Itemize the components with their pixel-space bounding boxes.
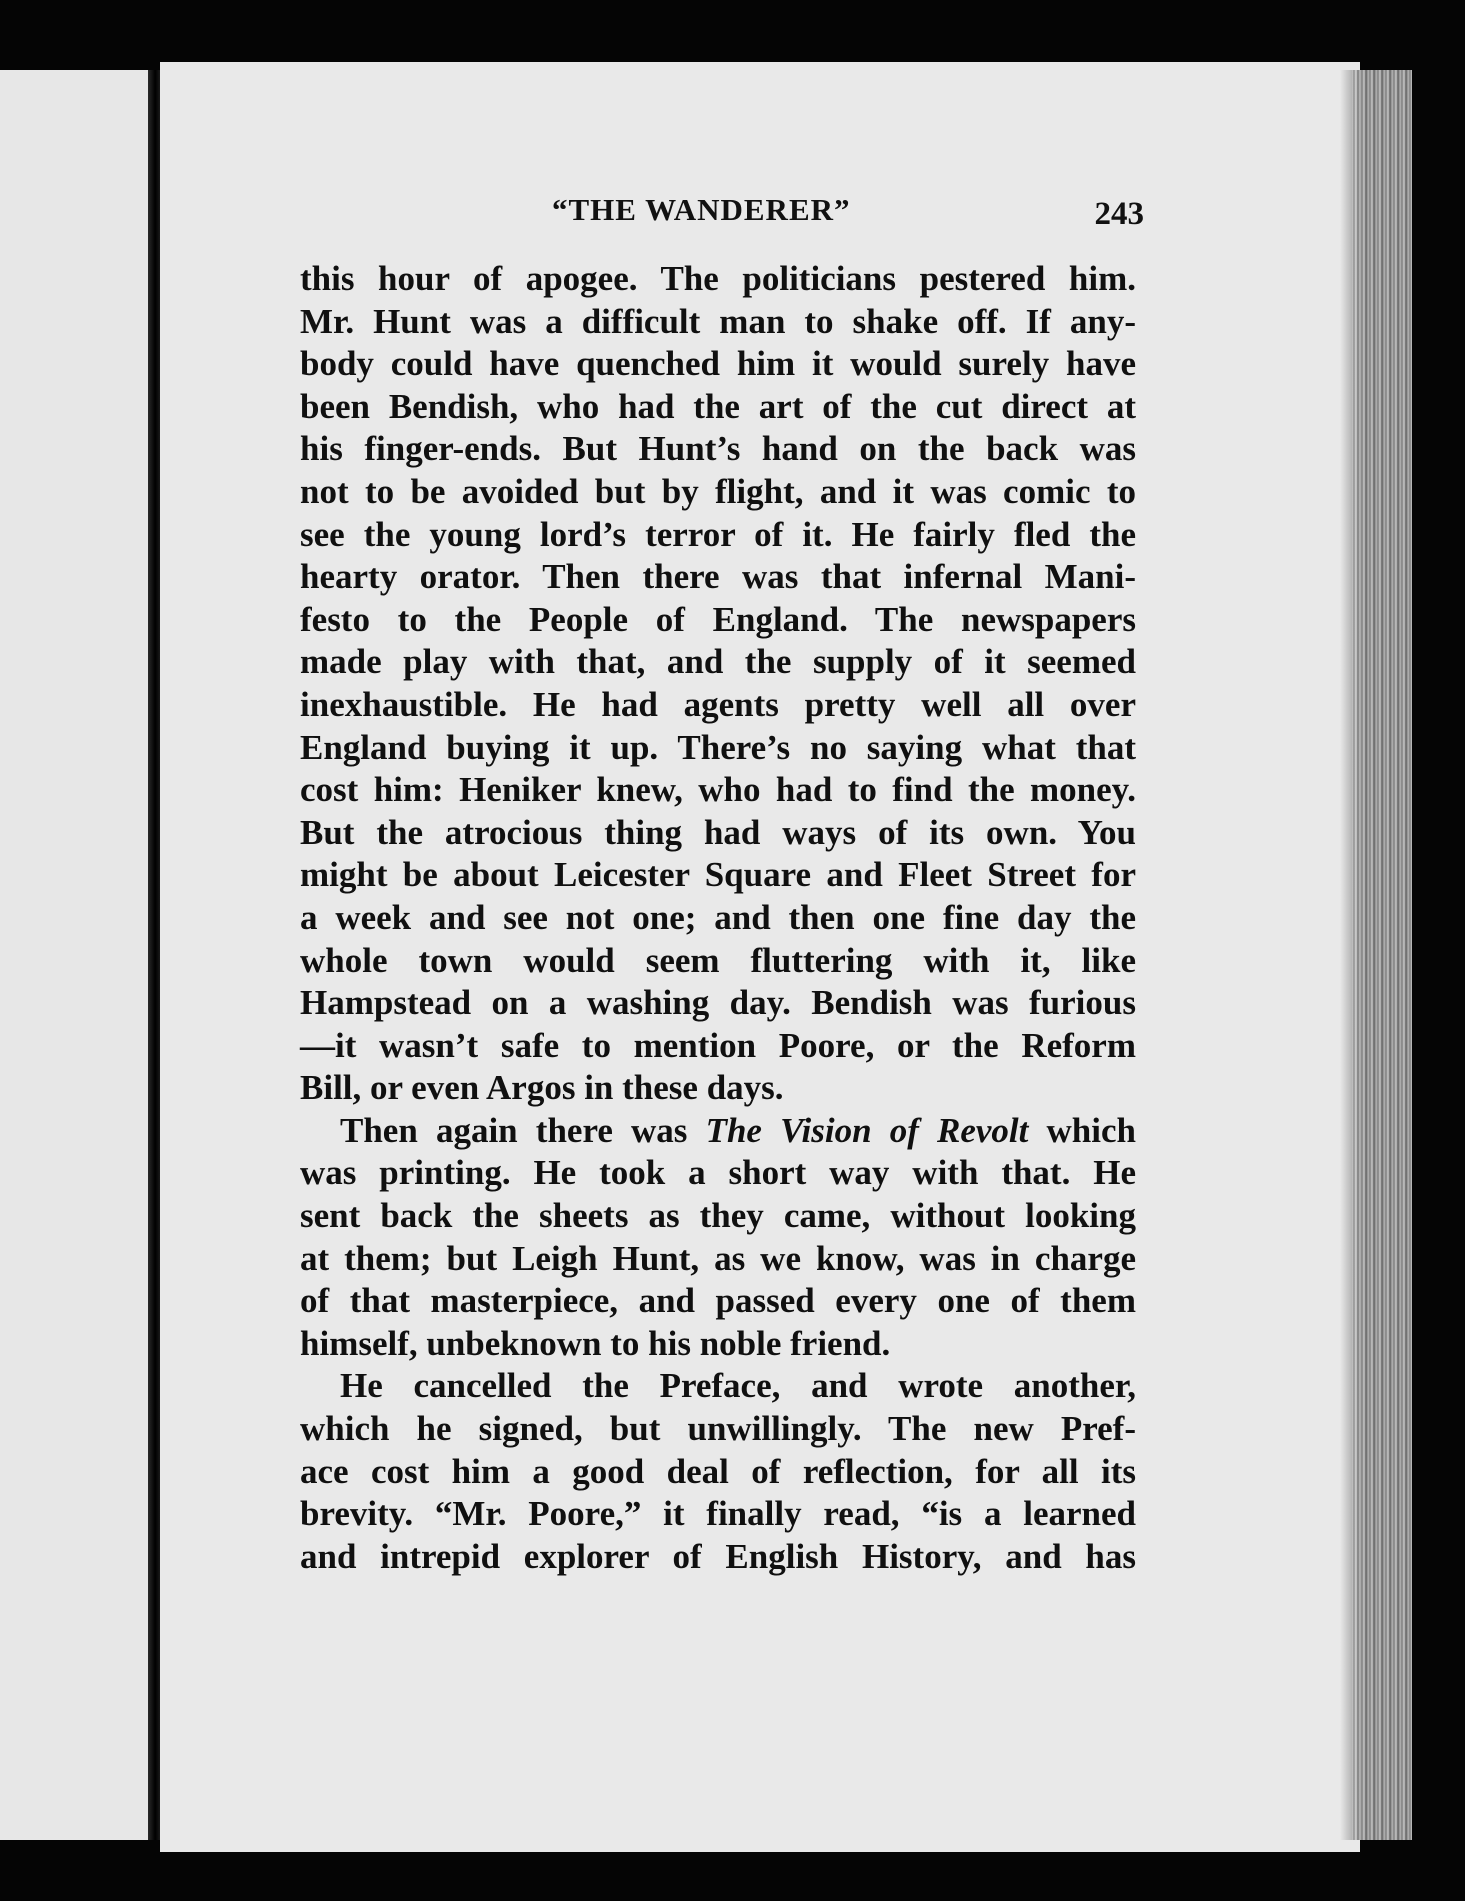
text-line: body could have quenched him it would surely have [300,344,1136,384]
text-line: a week and see not one; and then one fine day the [300,897,1136,937]
text-segment: Then again there was [340,1110,706,1150]
text-line: England buying it up. There’s no saying what that [300,727,1136,767]
text-line: cost him: Heniker knew, who had to find the money. [300,770,1136,810]
text-line: and intrepid explorer of English History, and has [300,1536,1136,1576]
paragraph-first-line [300,1110,1136,1153]
text-line: of that masterpiece, and passed every one of them [300,1281,1136,1321]
text-line: Hampstead on a washing day. Bendish was furious [300,983,1136,1023]
text-line: at them; but Leigh Hunt, as we know, was in charge [300,1238,1136,1278]
book-fore-edge [1352,70,1412,1840]
book-title: The Vision of Revolt [705,1110,1029,1150]
running-head: “THE WANDERER” [552,192,851,227]
left-page-margin [0,70,150,1840]
text-line: hearty orator. Then there was that infernal Mani- [300,557,1136,597]
text-line: whole town would seem fluttering with it, like [300,940,1136,980]
text-line: brevity. “Mr. Poore,” it finally read, “is a learned [300,1494,1136,1534]
text-line: ace cost him a good deal of reflection, for all its [300,1451,1136,1491]
text-line: himself, unbeknown to his noble friend. [300,1323,891,1363]
paragraph-first-line: He cancelled the Preface, and wrote another, [340,1366,1136,1406]
text-line: sent back the sheets as they came, without looking [300,1196,1136,1236]
text-line: see the young lord’s terror of it. He fairly fled the [300,514,1136,554]
text-line: not to be avoided but by flight, and it was comic to [300,471,1136,511]
text-line: But the atrocious thing had ways of its own. You [300,812,1136,852]
text-line: festo to the People of England. The newspapers [300,599,1136,639]
text-line: might be about Leicester Square and Fleet Street for [300,855,1136,895]
page-header [300,190,1144,240]
text-line: his finger-ends. But Hunt’s hand on the back was [300,429,1136,469]
text-line: Bill, or even Argos in these days. [300,1068,784,1108]
text-line: —it wasn’t safe to mention Poore, or the Reform [300,1025,1136,1065]
text-line: this hour of apogee. The politicians pestered him. [300,259,1136,298]
text-line: inexhaustible. He had agents pretty well all over [300,684,1136,724]
text-line: was printing. He took a short way with that. He [300,1153,1136,1193]
text-segment: which [1028,1110,1136,1150]
text-line: been Bendish, who had the art of the cut direct at [300,386,1136,426]
text-line: made play with that, and the supply of it seemed [300,642,1136,682]
book-gutter [148,70,160,1840]
text-line: which he signed, but unwillingly. The new Pref- [300,1409,1136,1449]
body-text [300,258,1136,1578]
text-line: Mr. Hunt was a difficult man to shake off. If any- [300,301,1136,341]
page-number: 243 [1094,196,1144,232]
